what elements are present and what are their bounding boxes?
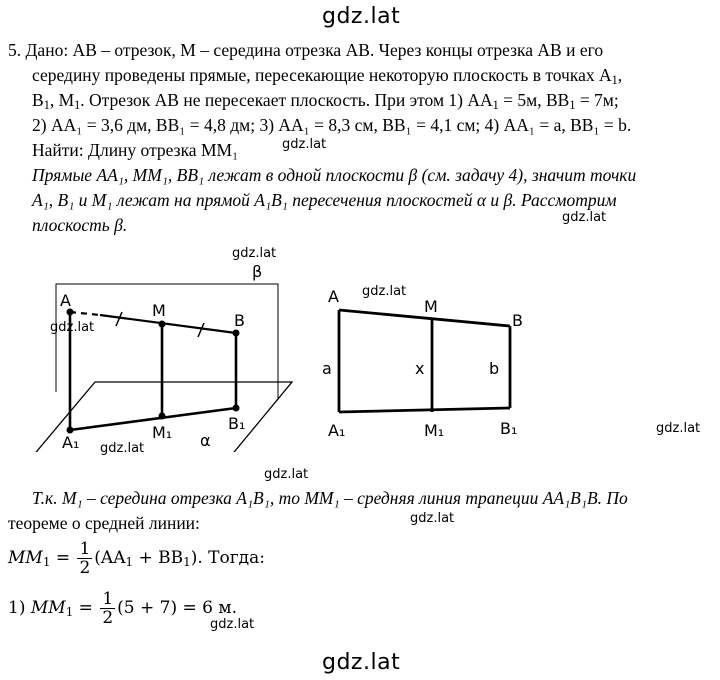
find-line: Найти: Длину отрезка ММ₁ bbox=[32, 140, 239, 160]
problem-statement bbox=[8, 38, 708, 238]
label-m: M bbox=[424, 297, 438, 316]
label-a1: A₁ bbox=[62, 433, 80, 452]
label-m: M bbox=[152, 301, 166, 320]
label-b: B bbox=[512, 311, 523, 330]
solution-line-2: A₁, B₁ и M₁ лежат на прямой A₁B₁ пересечения плоскостей α и β. Рассмотрим bbox=[32, 190, 617, 210]
watermark: gdz.lat bbox=[282, 137, 327, 152]
given-line-4: 2) АА₁ = 3,6 дм, ВВ₁ = 4,8 дм; 3) АА₁ = 8,3 см, ВВ₁ = 4,1 см; 4) АА₁ = a, ВВ₁ = b. bbox=[32, 115, 632, 135]
fraction-half: $\frac{1}{2}$ bbox=[79, 539, 91, 578]
solution2-line-1: Т.к. M₁ – середина отрезка A₁B₁, то MM₁ – средняя линия трапеции AA₁B₁B. По bbox=[32, 488, 628, 508]
watermark: gdz.lat bbox=[50, 320, 95, 335]
label-side-x: x bbox=[415, 359, 425, 378]
calc-line-1: 1) $MM_1$ = $\frac{1}{2}$ (5 + 7) = 6 м. bbox=[8, 589, 238, 628]
point-b1 bbox=[233, 405, 240, 412]
watermark: gdz.lat bbox=[562, 210, 607, 225]
given-line-2: середину проведены прямые, пересекающие некоторую плоскость в точках $А_1$, bbox=[32, 65, 623, 88]
segment-a1b1 bbox=[339, 408, 510, 412]
label-m1: M₁ bbox=[424, 421, 445, 440]
watermark: gdz.lat bbox=[656, 421, 701, 436]
point-m1 bbox=[159, 413, 166, 420]
label-b1: B₁ bbox=[228, 414, 246, 433]
solution-line-3: плоскость β. bbox=[32, 215, 128, 235]
watermark: gdz.lat bbox=[362, 284, 407, 299]
watermark-top: gdz.lat bbox=[322, 4, 401, 29]
formula-midline: $MM_1$ = $\frac{1}{2}$ $(AA_1 + BB_1)$. Тогда: bbox=[8, 539, 265, 578]
watermark: gdz.lat bbox=[232, 246, 277, 261]
tick-mark bbox=[198, 323, 204, 337]
watermark: gdz.lat bbox=[264, 467, 309, 482]
solution2-line-2: теореме о средней линии: bbox=[8, 513, 200, 533]
label-a: A bbox=[328, 287, 339, 306]
watermark: gdz.lat bbox=[210, 617, 255, 632]
point-b bbox=[233, 330, 240, 337]
segment-ab bbox=[100, 315, 236, 333]
figure-trapezoid bbox=[312, 284, 532, 444]
watermark-bottom: gdz.lat bbox=[322, 650, 401, 675]
label-beta: β bbox=[252, 262, 263, 281]
watermark: gdz.lat bbox=[410, 511, 455, 526]
label-a: A bbox=[60, 291, 71, 310]
label-b: B bbox=[234, 311, 245, 330]
solution-continued bbox=[8, 486, 708, 536]
label-b1: B₁ bbox=[500, 419, 518, 438]
label-alpha: α bbox=[200, 431, 211, 450]
tick-mark bbox=[116, 312, 122, 326]
point-m bbox=[159, 321, 166, 328]
given-line-3: $В_1$, $М_1$. Отрезок АВ не пересекает плоскость. При этом 1) $АА_1 = 5м$, $ВВ_1 = 7м$; bbox=[32, 90, 619, 113]
label-m1: M₁ bbox=[152, 423, 173, 442]
fraction-half: $\frac{1}{2}$ bbox=[102, 589, 114, 628]
solution-line-1: Прямые AA₁, MM₁, BB₁ лежат в одной плоскости β (см. задачу 4), значит точки bbox=[32, 165, 637, 185]
segment-ab-dashed bbox=[70, 312, 100, 315]
label-side-b: b bbox=[489, 359, 500, 378]
watermark: gdz.lat bbox=[100, 441, 145, 456]
given-line-1: 5. Дано: АВ – отрезок, М – середина отрезка АВ. Через концы отрезка АВ и его bbox=[8, 40, 604, 60]
figure-planes-3d bbox=[20, 262, 330, 452]
label-a1: A₁ bbox=[328, 421, 346, 440]
label-side-a: a bbox=[322, 359, 332, 378]
